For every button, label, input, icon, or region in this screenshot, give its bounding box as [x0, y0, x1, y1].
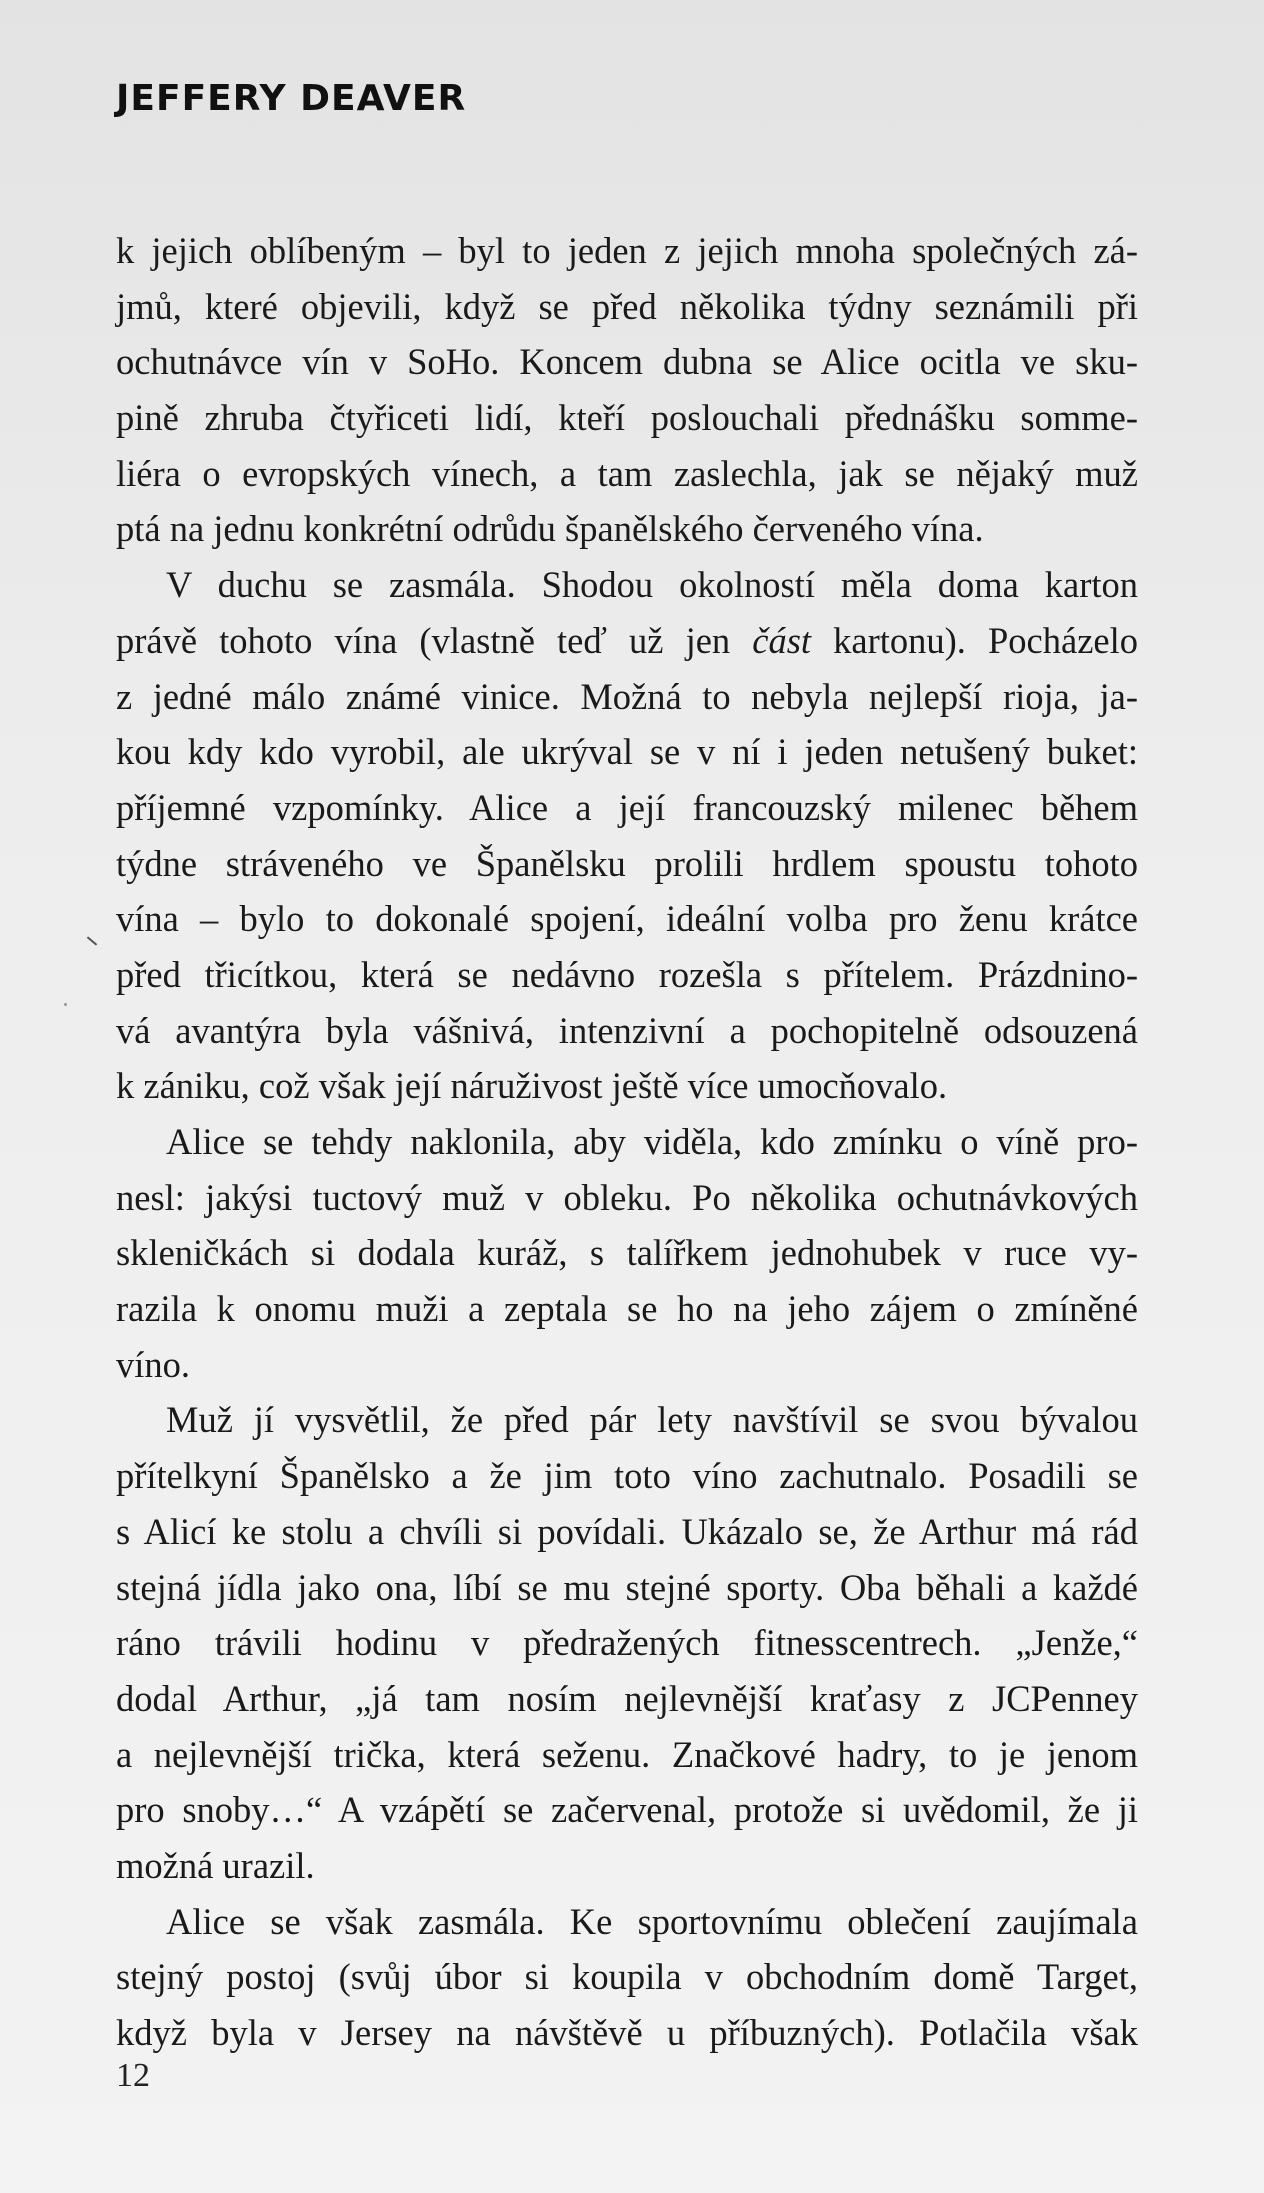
text-line: skleničkách si dodala kuráž, s talířkem jednohubek v ruce vy- — [116, 1232, 1138, 1274]
text-line: ptá na jednu konkrétní odrůdu španělského červeného vína. — [116, 508, 984, 550]
text-line: nesl: jakýsi tuctový muž v obleku. Po několika ochutnávkových — [116, 1176, 1138, 1218]
running-header-author: JEFFERY DEAVER — [116, 78, 467, 119]
text-line: vá avantýra byla vášnivá, intenzivní a pochopitelně odsouzená — [116, 1009, 1138, 1051]
text-line: Alice se tehdy naklonila, aby viděla, kdo zmínku o víně pro- — [166, 1121, 1138, 1162]
text-line: s Alicí ke stolu a chvíli si povídali. Ukázalo se, že Arthur má rád — [116, 1510, 1138, 1552]
page-number: 12 — [116, 2057, 150, 2094]
text-line: dodal Arthur, „já tam nosím nejlevnější kraťasy z JCPenney — [116, 1677, 1138, 1719]
text-line — [116, 613, 1138, 669]
margin-dot-mark — [64, 1003, 67, 1006]
text-segment: právě tohoto vína (vlastně teď už jen — [116, 619, 753, 661]
text-line: před třicítkou, která se nedávno rozešla s přítelem. Prázdnino- — [116, 953, 1138, 995]
text-line: kou kdy kdo vyrobil, ale ukrýval se v ní i jeden netušený buket: — [116, 731, 1138, 773]
text-line: ráno trávili hodinu v předražených fitnesscentrech. „Jenže,“ — [116, 1622, 1138, 1664]
text-line: možná urazil. — [116, 1844, 315, 1886]
text-segment: kartonu). Pocházelo — [811, 619, 1138, 661]
text-line: Muž jí vysvětlil, že před pár lety navštívil se svou bývalou — [166, 1399, 1138, 1441]
text-line: když byla v Jersey na návštěvě u příbuzných). Potlačila však — [116, 2012, 1138, 2053]
text-line: stejná jídla jako ona, líbí se mu stejné sporty. Oba běhali a každé — [116, 1566, 1138, 1608]
body-text — [116, 223, 1138, 2061]
text-line: přítelkyní Španělsko a že jim toto víno zachutnalo. Posadili se — [116, 1455, 1138, 1497]
text-line: vína – bylo to dokonalé spojení, ideální volba pro ženu krátce — [116, 898, 1138, 940]
text-line: jmů, které objevili, když se před několika týdny seznámili při — [116, 285, 1138, 327]
emphasized-word: část — [752, 619, 812, 661]
text-line: příjemné vzpomínky. Alice a její francouzský milenec během — [116, 786, 1138, 828]
text-line: razila k onomu muži a zeptala se ho na jeho zájem o zmíněné — [116, 1288, 1138, 1330]
text-line: týdne stráveného ve Španělsku prolili hrdlem spoustu tohoto — [116, 842, 1138, 884]
text-line: k zániku, což však její náruživost ještě více umocňovalo. — [116, 1065, 948, 1107]
text-line: pro snoby…“ A vzápětí se začervenal, protože si uvědomil, že ji — [116, 1789, 1138, 1831]
margin-pencil-mark — [87, 936, 97, 945]
text-line: pině zhruba čtyřiceti lidí, kteří poslouchali přednášku somme- — [116, 397, 1138, 439]
text-line: V duchu se zasmála. Shodou okolností měla doma karton — [166, 564, 1138, 606]
text-line: a nejlevnější trička, která seženu. Značkové hadry, to je jenom — [116, 1733, 1138, 1775]
text-line: stejný postoj (svůj úbor si koupila v obchodním domě Target, — [116, 1956, 1138, 1998]
text-line: z jedné málo známé vinice. Možná to nebyla nejlepší rioja, ja- — [116, 675, 1138, 717]
text-line: k jejich oblíbeným – byl to jeden z jejich mnoha společných zá- — [116, 230, 1138, 271]
text-line: ochutnávce vín v SoHo. Koncem dubna se Alice ocitla ve sku- — [116, 341, 1138, 383]
text-line: liéra o evropských vínech, a tam zaslechla, jak se nějaký muž — [116, 452, 1138, 494]
text-line: Alice se však zasmála. Ke sportovnímu oblečení zaujímala — [166, 1900, 1138, 1942]
text-line: víno. — [116, 1343, 191, 1385]
